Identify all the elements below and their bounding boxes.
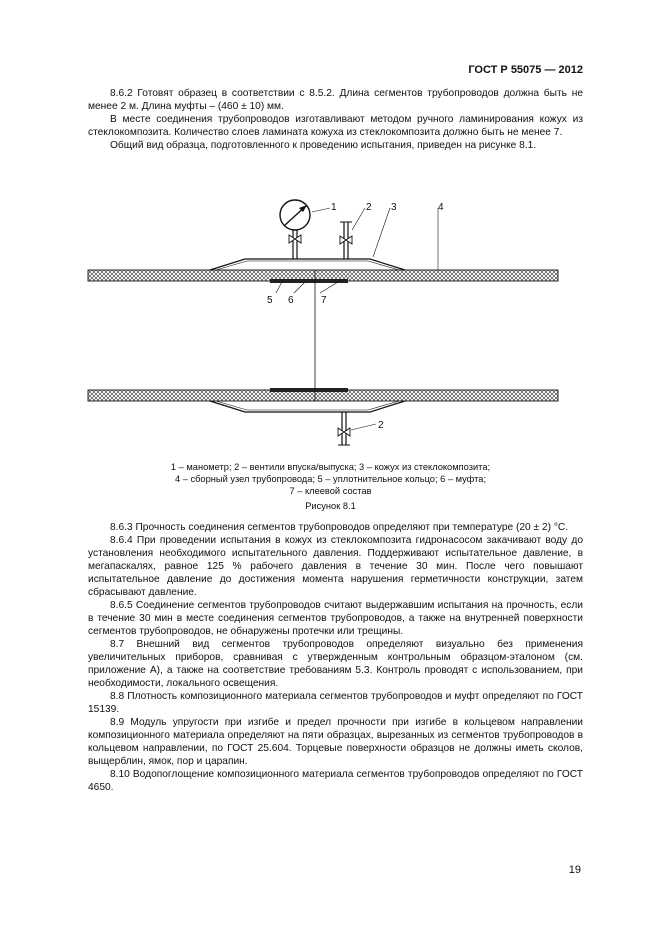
paragraph-8-8: 8.8 Плотность композиционного материала сегментов трубопроводов и муфт определяют по ГОСТ 15139. [88,691,583,715]
paragraph-8-7: 8.7 Внешний вид сегментов трубопроводов определяют визуально без применения увеличительных приборов, сравнивая с утвержденным контрольным образцом-эталоном (см. приложение А), а также на соответствие требованиям 5.3. Контроль проводят с использованием, при необходимости, локального освещения. [88,639,583,689]
paragraph-laminate: В месте соединения трубопроводов изготавливают методом ручного ламинирования кожух из стеклокомпозита. Количество слоев ламината кожуха из стеклокомпозита должно быть не менее 7. [88,114,583,138]
paragraph-figure-ref: Общий вид образца, подготовленного к проведению испытания, приведен на рисунке 8.1. [110,140,537,151]
label-2-bottom: 2 [378,420,384,431]
paragraph-8-6-4: 8.6.4 При проведении испытания в кожух из стеклокомпозита гидронасосом закачивают воду до установления необходимого испытательного давления. Поддерживают испытательное давление, в мегапаскалях, равное 125 % рабочего давления в течение 30 мин. После чего повышают испытательное давление до достижения момента нарушения герметичности конструкции, затем сбрасывают давление. [88,535,583,598]
casing-bottom [210,401,405,412]
casing-top-inner [216,261,399,270]
label-2: 2 [366,202,372,213]
label-5: 5 [267,295,273,306]
paragraph-8-10: 8.10 Водопоглощение композиционного материала сегментов трубопроводов определяют по ГОСТ 4650. [88,769,583,793]
casing-bottom-inner [216,401,399,410]
coupling-bottom [270,388,348,392]
figure-8-1 [80,190,585,450]
label-1: 1 [331,202,337,213]
casing-top [210,259,405,270]
legend-line: 4 – сборный узел трубопровода; 5 – уплотнительное кольцо; 6 – муфта; [174,474,487,484]
label-3: 3 [391,202,397,213]
label-6: 6 [288,295,294,306]
paragraph-8-6-5: 8.6.5 Соединение сегментов трубопроводов считают выдержавшим испытания на прочность, если в течение 30 мин в месте соединения сегментов трубопроводов, а также на внутренней поверхности сегментов трубопроводов, не обнаружены протечки или трещины. [88,600,583,637]
test-paragraphs [88,521,583,794]
figure-caption: Рисунок 8.1 [305,501,356,511]
paragraph-8-6-2: 8.6.2 Готовят образец в соответствии с 8.5.2. Длина сегментов трубопроводов должна быть не менее 2 м. Длина муфты – (460 ± 10) мм. [88,88,583,112]
page-number: 19 [568,864,581,876]
label-4: 4 [438,202,444,213]
bottom-valve-icon [338,428,350,436]
document-header: ГОСТ Р 55075 — 2012 [468,64,583,76]
figure-legend [0,461,661,497]
gauge-valve-icon [289,235,301,243]
top-valve-icon [340,236,352,244]
label-7: 7 [321,295,327,306]
legend-line: 7 – клеевой состав [289,486,372,496]
paragraph-8-9: 8.9 Модуль упругости при изгибе и предел прочности при изгибе в кольцевом направлении композиционного материала определяют на пяти образцах, вырезанных из сегментов трубопроводов в кольцевом направлении, по ГОСТ 25.604. Торцевые поверхности образцов не должны иметь сколов, выщерблин, ямок, пор и царапин. [88,717,583,767]
legend-line: 1 – манометр; 2 – вентили впуска/выпуска; 3 – кожух из стеклокомпозита; [170,462,491,472]
intro-paragraphs [88,87,583,152]
paragraph-8-6-3: 8.6.3 Прочность соединения сегментов трубопроводов определяют при температуре (20 ± 2) °С. [110,522,569,533]
